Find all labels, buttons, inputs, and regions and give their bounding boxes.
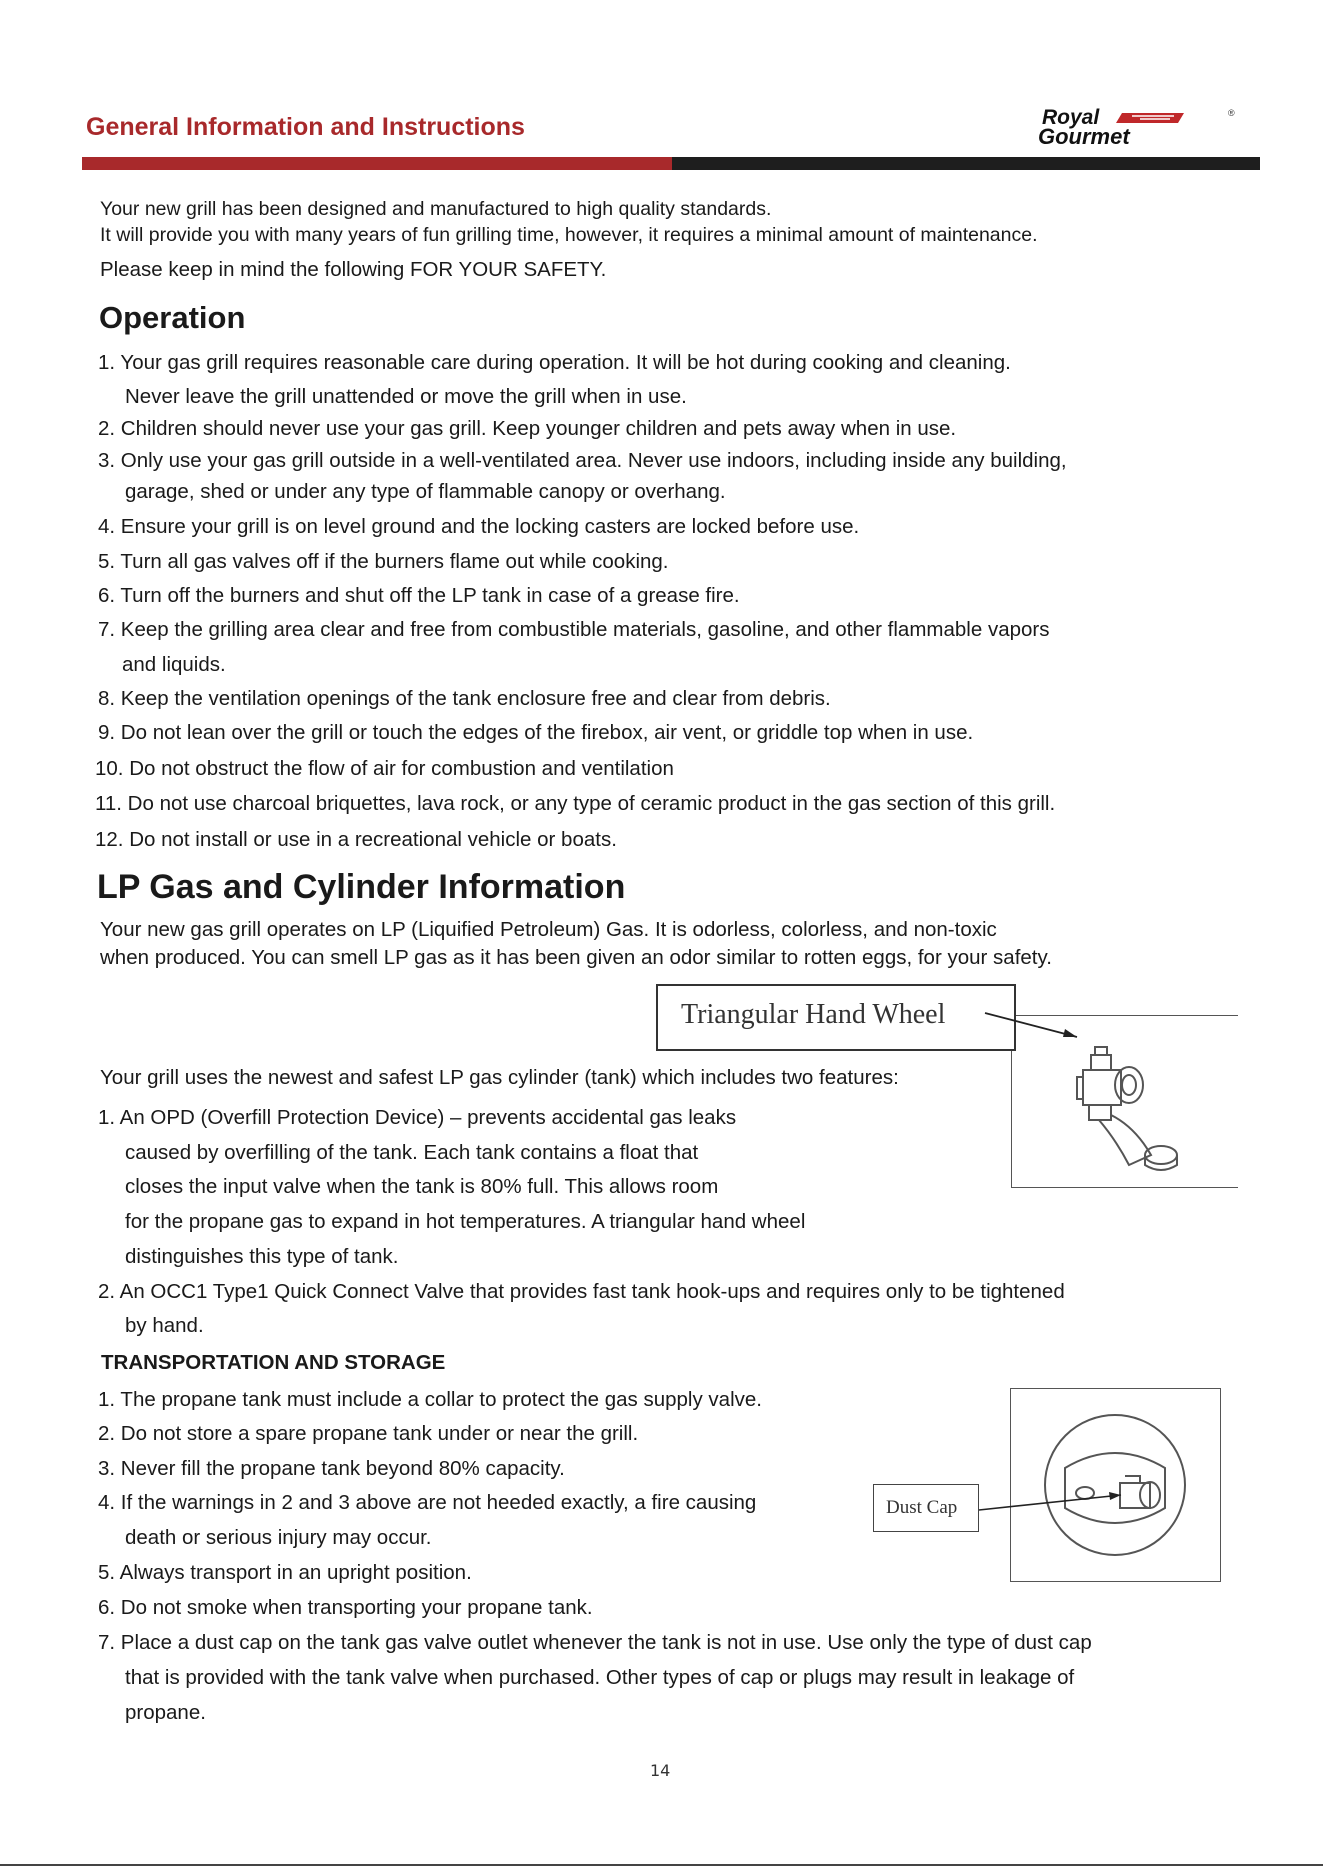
transport-item: 7. Place a dust cap on the tank gas valve outlet whenever the tank is not in use. Use only the type of dust cap xyxy=(98,1631,1092,1654)
dust-cap-label: Dust Cap xyxy=(873,1484,979,1532)
operation-item: 1. Your gas grill requires reasonable care during operation. It will be hot during cooking and cleaning. xyxy=(98,351,1011,374)
triangular-hand-wheel-label: Triangular Hand Wheel xyxy=(656,984,1016,1051)
hand-wheel-pointer-arrow xyxy=(985,1005,1085,1045)
lp-gas-heading: LP Gas and Cylinder Information xyxy=(97,868,626,906)
feature-item: distinguishes this type of tank. xyxy=(125,1245,399,1268)
transport-item: 6. Do not smoke when transporting your propane tank. xyxy=(98,1596,593,1619)
transport-item: 1. The propane tank must include a collar to protect the gas supply valve. xyxy=(98,1388,762,1411)
transport-item: death or serious injury may occur. xyxy=(125,1526,432,1549)
dust-cap-pointer-arrow xyxy=(979,1490,1129,1530)
transport-item: 5. Always transport in an upright position. xyxy=(98,1561,472,1584)
intro-line-1: Your new grill has been designed and manufactured to high quality standards. xyxy=(100,198,772,220)
page-number: 14 xyxy=(650,1761,671,1780)
page-header-title: General Information and Instructions xyxy=(86,113,525,141)
logo-word-gourmet: Gourmet xyxy=(1038,124,1130,149)
brand-logo xyxy=(1036,104,1236,148)
transport-item: 4. If the warnings in 2 and 3 above are not heeded exactly, a fire causing xyxy=(98,1491,757,1514)
intro-line-2: It will provide you with many years of fun grilling time, however, it requires a minimal amount of maintenance. xyxy=(100,224,1038,246)
logo-flame-icon xyxy=(1116,113,1184,123)
operation-item: garage, shed or under any type of flammable canopy or overhang. xyxy=(125,480,726,503)
operation-item: 11. Do not use charcoal briquettes, lava rock, or any type of ceramic product in the gas section of this grill. xyxy=(95,792,1056,815)
header-rule-red xyxy=(82,157,672,170)
feature-item: 1. An OPD (Overfill Protection Device) – prevents accidental gas leaks xyxy=(98,1106,737,1129)
operation-item: 6. Turn off the burners and shut off the LP tank in case of a grease fire. xyxy=(98,584,740,607)
logo-graphic xyxy=(1036,104,1236,148)
features-intro: Your grill uses the newest and safest LP gas cylinder (tank) which includes two features: xyxy=(100,1066,899,1089)
feature-item: by hand. xyxy=(125,1314,204,1337)
operation-item: Never leave the grill unattended or move the grill when in use. xyxy=(125,385,687,408)
feature-item: 2. An OCC1 Type1 Quick Connect Valve that provides fast tank hook-ups and requires only to be tightened xyxy=(98,1280,1065,1303)
operation-item: 2. Children should never use your gas grill. Keep younger children and pets away when in use. xyxy=(98,417,957,440)
feature-item: closes the input valve when the tank is 80% full. This allows room xyxy=(125,1175,719,1198)
operation-heading: Operation xyxy=(99,300,246,335)
feature-item: for the propane gas to expand in hot temperatures. A triangular hand wheel xyxy=(125,1210,806,1233)
operation-item: 4. Ensure your grill is on level ground and the locking casters are locked before use. xyxy=(98,515,860,538)
bottom-rule xyxy=(0,1864,1323,1866)
transport-heading: TRANSPORTATION AND STORAGE xyxy=(101,1351,446,1374)
intro-line-3: Please keep in mind the following FOR YOUR SAFETY. xyxy=(100,258,607,281)
logo-registered-mark: ® xyxy=(1228,108,1235,118)
lp-paragraph-line-1: Your new gas grill operates on LP (Liquified Petroleum) Gas. It is odorless, colorless, and non-toxic xyxy=(100,918,997,941)
operation-item: 3. Only use your gas grill outside in a well-ventilated area. Never use indoors, including inside any building, xyxy=(98,449,1067,472)
header-rule-dark xyxy=(672,157,1260,170)
dust-cap-illustration xyxy=(1010,1388,1221,1582)
operation-item: 8. Keep the ventilation openings of the tank enclosure free and clear from debris. xyxy=(98,687,831,710)
operation-item: 9. Do not lean over the grill or touch the edges of the firebox, air vent, or griddle top when in use. xyxy=(98,721,974,744)
feature-item: caused by overfilling of the tank. Each tank contains a float that xyxy=(125,1141,699,1164)
transport-item: propane. xyxy=(125,1701,206,1724)
logo-word-royal: Royal xyxy=(1042,106,1100,129)
lp-paragraph-line-2: when produced. You can smell LP gas as it has been given an odor similar to rotten eggs, for your safety. xyxy=(100,946,1052,969)
operation-item: 5. Turn all gas valves off if the burners flame out while cooking. xyxy=(98,550,669,573)
transport-item: 2. Do not store a spare propane tank under or near the grill. xyxy=(98,1422,639,1445)
transport-item: 3. Never fill the propane tank beyond 80% capacity. xyxy=(98,1457,565,1480)
operation-item: 12. Do not install or use in a recreational vehicle or boats. xyxy=(95,828,617,851)
transport-item: that is provided with the tank valve when purchased. Other types of cap or plugs may result in leakage of xyxy=(125,1666,1075,1689)
operation-item: 10. Do not obstruct the flow of air for combustion and ventilation xyxy=(95,757,674,780)
operation-item: and liquids. xyxy=(122,653,226,676)
operation-item: 7. Keep the grilling area clear and free from combustible materials, gasoline, and other flammable vapors xyxy=(98,618,1050,641)
